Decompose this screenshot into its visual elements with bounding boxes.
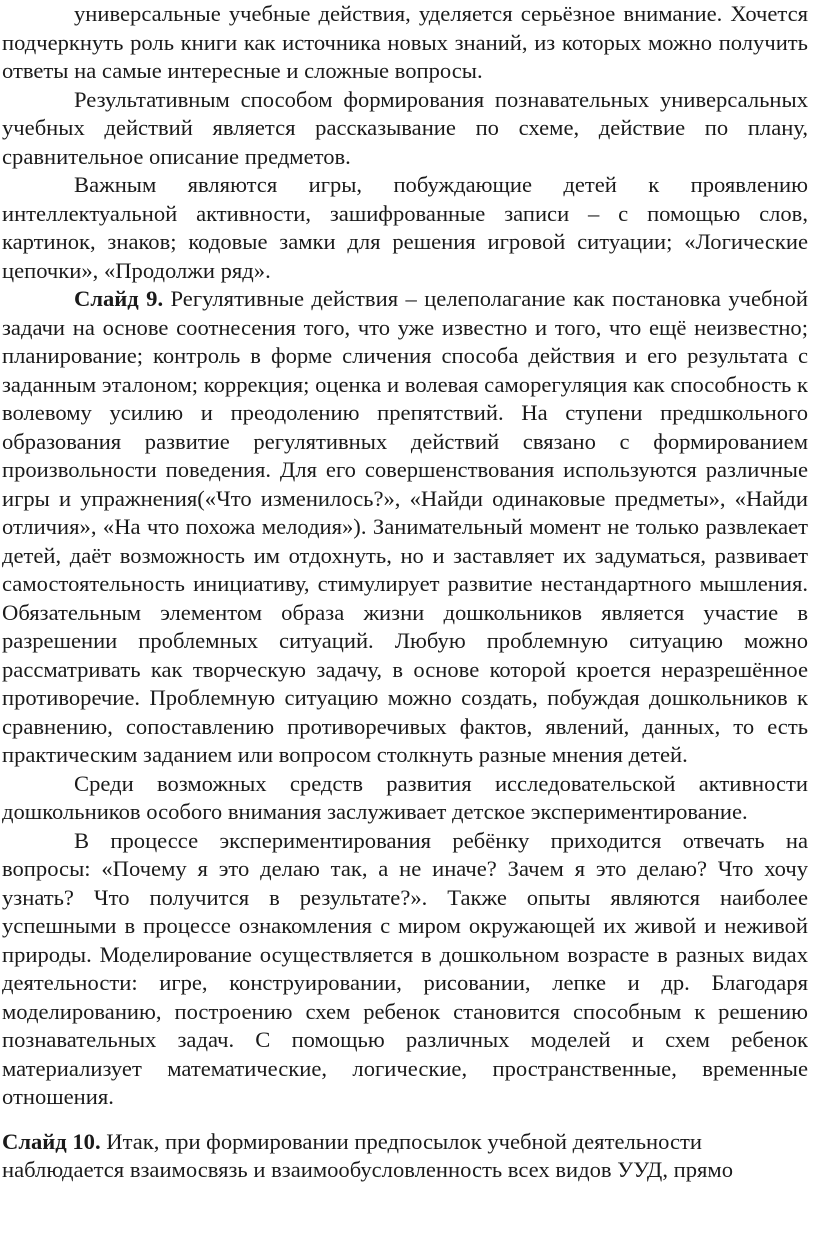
paragraph-text: Важным являются игры, побуждающие детей к проявлению интеллектуальной активности, зашифрованные записи – с помощью слов, картинок, знаков; кодовые замки для решения игровой ситуации; «Логические цепочки», «Продолжи ряд».	[2, 172, 808, 283]
paragraph-slide-10	[2, 1128, 808, 1185]
paragraph-text: Итак, при формировании предпосылок учебной деятельности наблюдается взаимосвязь и взаимообусловленность всех видов УУД, прямо	[2, 1128, 733, 1182]
paragraph-text: универсальные учебные действия, уделяется серьёзное внимание. Хочется подчеркнуть роль книги как источника новых знаний, из которых можно получить ответы на самые интересные и сложные вопросы.	[2, 1, 808, 83]
paragraph-2	[2, 86, 808, 172]
paragraph-1	[2, 0, 808, 86]
paragraph-5	[2, 770, 808, 827]
paragraph-6	[2, 827, 808, 1112]
paragraph-text: В процессе экспериментирования ребёнку приходится отвечать на вопросы: «Почему я это делаю так, а не иначе? Зачем я это делаю? Что хочу узнать? Что получится в результате?». Также опыты являются наиболее успешными в процессе ознакомления с миром окружающей их живой и неживой природы. Моделирование осуществляется в дошкольном возрасте в разных видах деятельности: игре, конструировании, рисовании, лепке и др. Благодаря моделированию, построению схем ребенок становится способным к решению познавательных задач. С помощью различных моделей и схем ребенок материализует математические, логические, пространственные, временные отношения.	[2, 827, 808, 1109]
paragraph-text: Регулятивные действия – целеполагание как постановка учебной задачи на основе соотнесения того, что уже известно и того, что ещё неизвестно; планирование; контроль в форме сличения способа действия и его результата с заданным эталоном; коррекция; оценка и волевая саморегуляция как способность к волевому усилию и преодолению препятствий. На ступени предшкольного образования развитие регулятивных действий связано с формированием произвольности поведения. Для его совершенствования используются различные игры и упражнения(«Что изменилось?», «Найди одинаковые предметы», «Найди отличия», «На что похожа мелодия»). Занимательный момент не только развлекает детей, даёт возможность им отдохнуть, но и заставляет их задуматься, развивает самостоятельность инициативу, стимулирует развитие нестандартного мышления. Обязательным элементом образа жизни дошкольников является участие в разрешении проблемных ситуаций. Любую проблемную ситуацию можно рассматривать как творческую задачу, в основе которой кроется неразрешённое противоречие. Проблемную ситуацию можно создать, побуждая дошкольников к сравнению, сопоставлению противоречивых фактов, явлений, данных, то есть практическим заданием или вопросом столкнуть разные мнения детей.	[2, 286, 808, 767]
paragraph-3	[2, 171, 808, 285]
slide-10-heading: Слайд 10.	[2, 1128, 101, 1154]
slide-9-heading: Слайд 9.	[74, 286, 164, 311]
paragraph-slide-9	[2, 285, 808, 770]
paragraph-text: Результативным способом формирования познавательных универсальных учебных действий является рассказывание по схеме, действие по плану, сравнительное описание предметов.	[2, 86, 808, 169]
paragraph-text: Среди возможных средств развития исследовательской активности дошкольников особого внимания заслуживает детское экспериментирование.	[2, 770, 808, 824]
